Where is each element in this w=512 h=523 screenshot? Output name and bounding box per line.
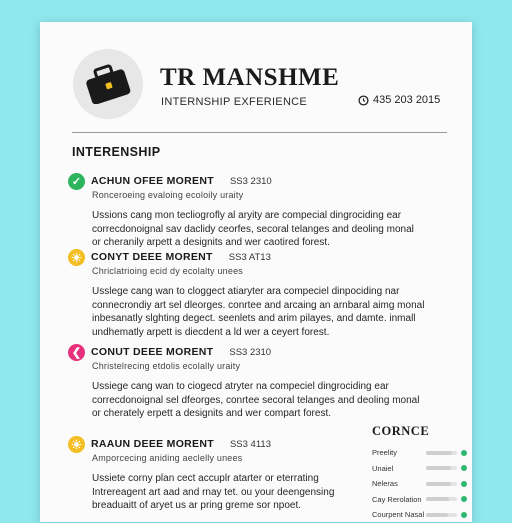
skill-fill [426, 466, 451, 470]
entry-role: RAAUN DEEE MORENT [91, 438, 214, 450]
entry-subtitle: Christelrecing etdolis ecolally uraity [92, 361, 241, 371]
check-icon: ✓ [68, 173, 85, 190]
chevron-left-icon: ❮ [68, 344, 85, 361]
skill-fill [426, 451, 453, 455]
skill-dot-icon [461, 450, 467, 456]
entry-role: CONUT DEEE MORENT [91, 346, 214, 358]
entry-code: SS3 4113 [229, 438, 271, 450]
entry-code: SS3 AT13 [228, 251, 271, 263]
avatar [73, 49, 143, 119]
skill-bar [426, 451, 457, 455]
skill-dot-icon [461, 481, 467, 487]
entry-code: SS3 2310 [229, 346, 272, 358]
entry-line: or cherately erpett a designits and wer compart forest. [92, 408, 332, 419]
skill-label: Cay Rerolation [372, 494, 422, 504]
entry-subtitle: Amporcecing aniding aeclelly unees [92, 453, 243, 463]
entry-line: Ussiete corny plan cect accuplr atarter or eterrating [92, 473, 319, 484]
page-title: TR MANSHME [160, 64, 340, 91]
entry-subtitle: Chriclatrioing ecid dy ecolalty unees [92, 266, 243, 276]
skills-heading: CORNCE [372, 424, 430, 438]
entry-line: undhematly arpett is diecdent a ld wer a ceyert forest. [92, 326, 330, 338]
skill-bar [426, 513, 457, 517]
skill-bar [426, 466, 457, 470]
skill-row [372, 461, 467, 477]
briefcase-icon [85, 64, 131, 104]
skill-fill [426, 482, 451, 486]
experience-entry [68, 435, 358, 513]
experience-entry [68, 248, 458, 339]
entry-line: correcdonoignal sel dfeorges, conrtee secoral telanges and deoling monal [92, 394, 420, 406]
entry-line: Usslege cang wan to cloggect atiaryter ara compeciel dinpociding nar [92, 286, 400, 297]
skill-bar [426, 482, 457, 486]
skill-row [372, 476, 467, 492]
entry-line: Ussions cang mon tecliogrofly al aryity are compecial dingrociding ear [92, 210, 402, 221]
entry-line: inbesanatly slghting degect. seenlets and arim pilayes, and damte. inmall [92, 313, 416, 324]
entry-line: Intrereagent art aad and rnay tet. ou your deengensing [92, 486, 335, 498]
entry-line: Ussiege cang wan to ciogecd atryter na compeciel dingrociding ear [92, 381, 389, 392]
skill-label: Preelity [372, 448, 398, 458]
experience-entry [68, 343, 458, 421]
entry-line: or cheranily arpett a designits and wer caotired forest. [92, 237, 330, 248]
sun-icon [68, 249, 85, 266]
resume-page [40, 22, 472, 522]
skill-dot-icon [461, 465, 467, 471]
skill-row [372, 445, 467, 461]
skills-panel [372, 424, 467, 523]
skill-label: Unaiel [372, 463, 394, 473]
meta-text: 435 203 2015 [373, 94, 441, 106]
entry-subtitle: Ronceroeing evaloing ecoloily uraity [92, 190, 244, 200]
clock-icon [358, 95, 369, 106]
entry-code: SS3 2310 [229, 175, 272, 187]
skill-row [372, 507, 467, 523]
skill-dot-icon [461, 496, 467, 502]
experience-entry [68, 172, 458, 250]
entry-description [92, 472, 358, 513]
entry-description [92, 285, 458, 339]
skill-bar [426, 497, 457, 501]
entry-description [92, 209, 458, 250]
entry-description [92, 380, 458, 421]
section-heading: INTERENSHIP [72, 145, 161, 159]
entry-role: ACHUN OFEE MORENT [91, 175, 214, 187]
skill-row [372, 492, 467, 508]
sun-icon [68, 436, 85, 453]
skill-label: Neleras [372, 479, 398, 489]
divider [72, 132, 447, 133]
entry-line: connecrondiy art sel dleorges. conrtee and arcaing an arnbaral aimg monal [92, 299, 425, 311]
header-meta [358, 94, 440, 106]
skill-label: Courpent Nasal [372, 510, 425, 520]
entry-line: correcdonoignal sav daclidy ceorfes, secoral telanges and deoling monal [92, 223, 414, 235]
entry-role: CONYT DEEE MORENT [91, 251, 213, 263]
entry-line: breaduaitt of aryet us ar pring greme sor npoet. [92, 500, 302, 511]
page-subtitle: INTERNSHIP EXFERIENCE [161, 96, 308, 108]
skill-dot-icon [461, 512, 467, 518]
skill-fill [426, 497, 449, 501]
skill-fill [426, 513, 448, 517]
